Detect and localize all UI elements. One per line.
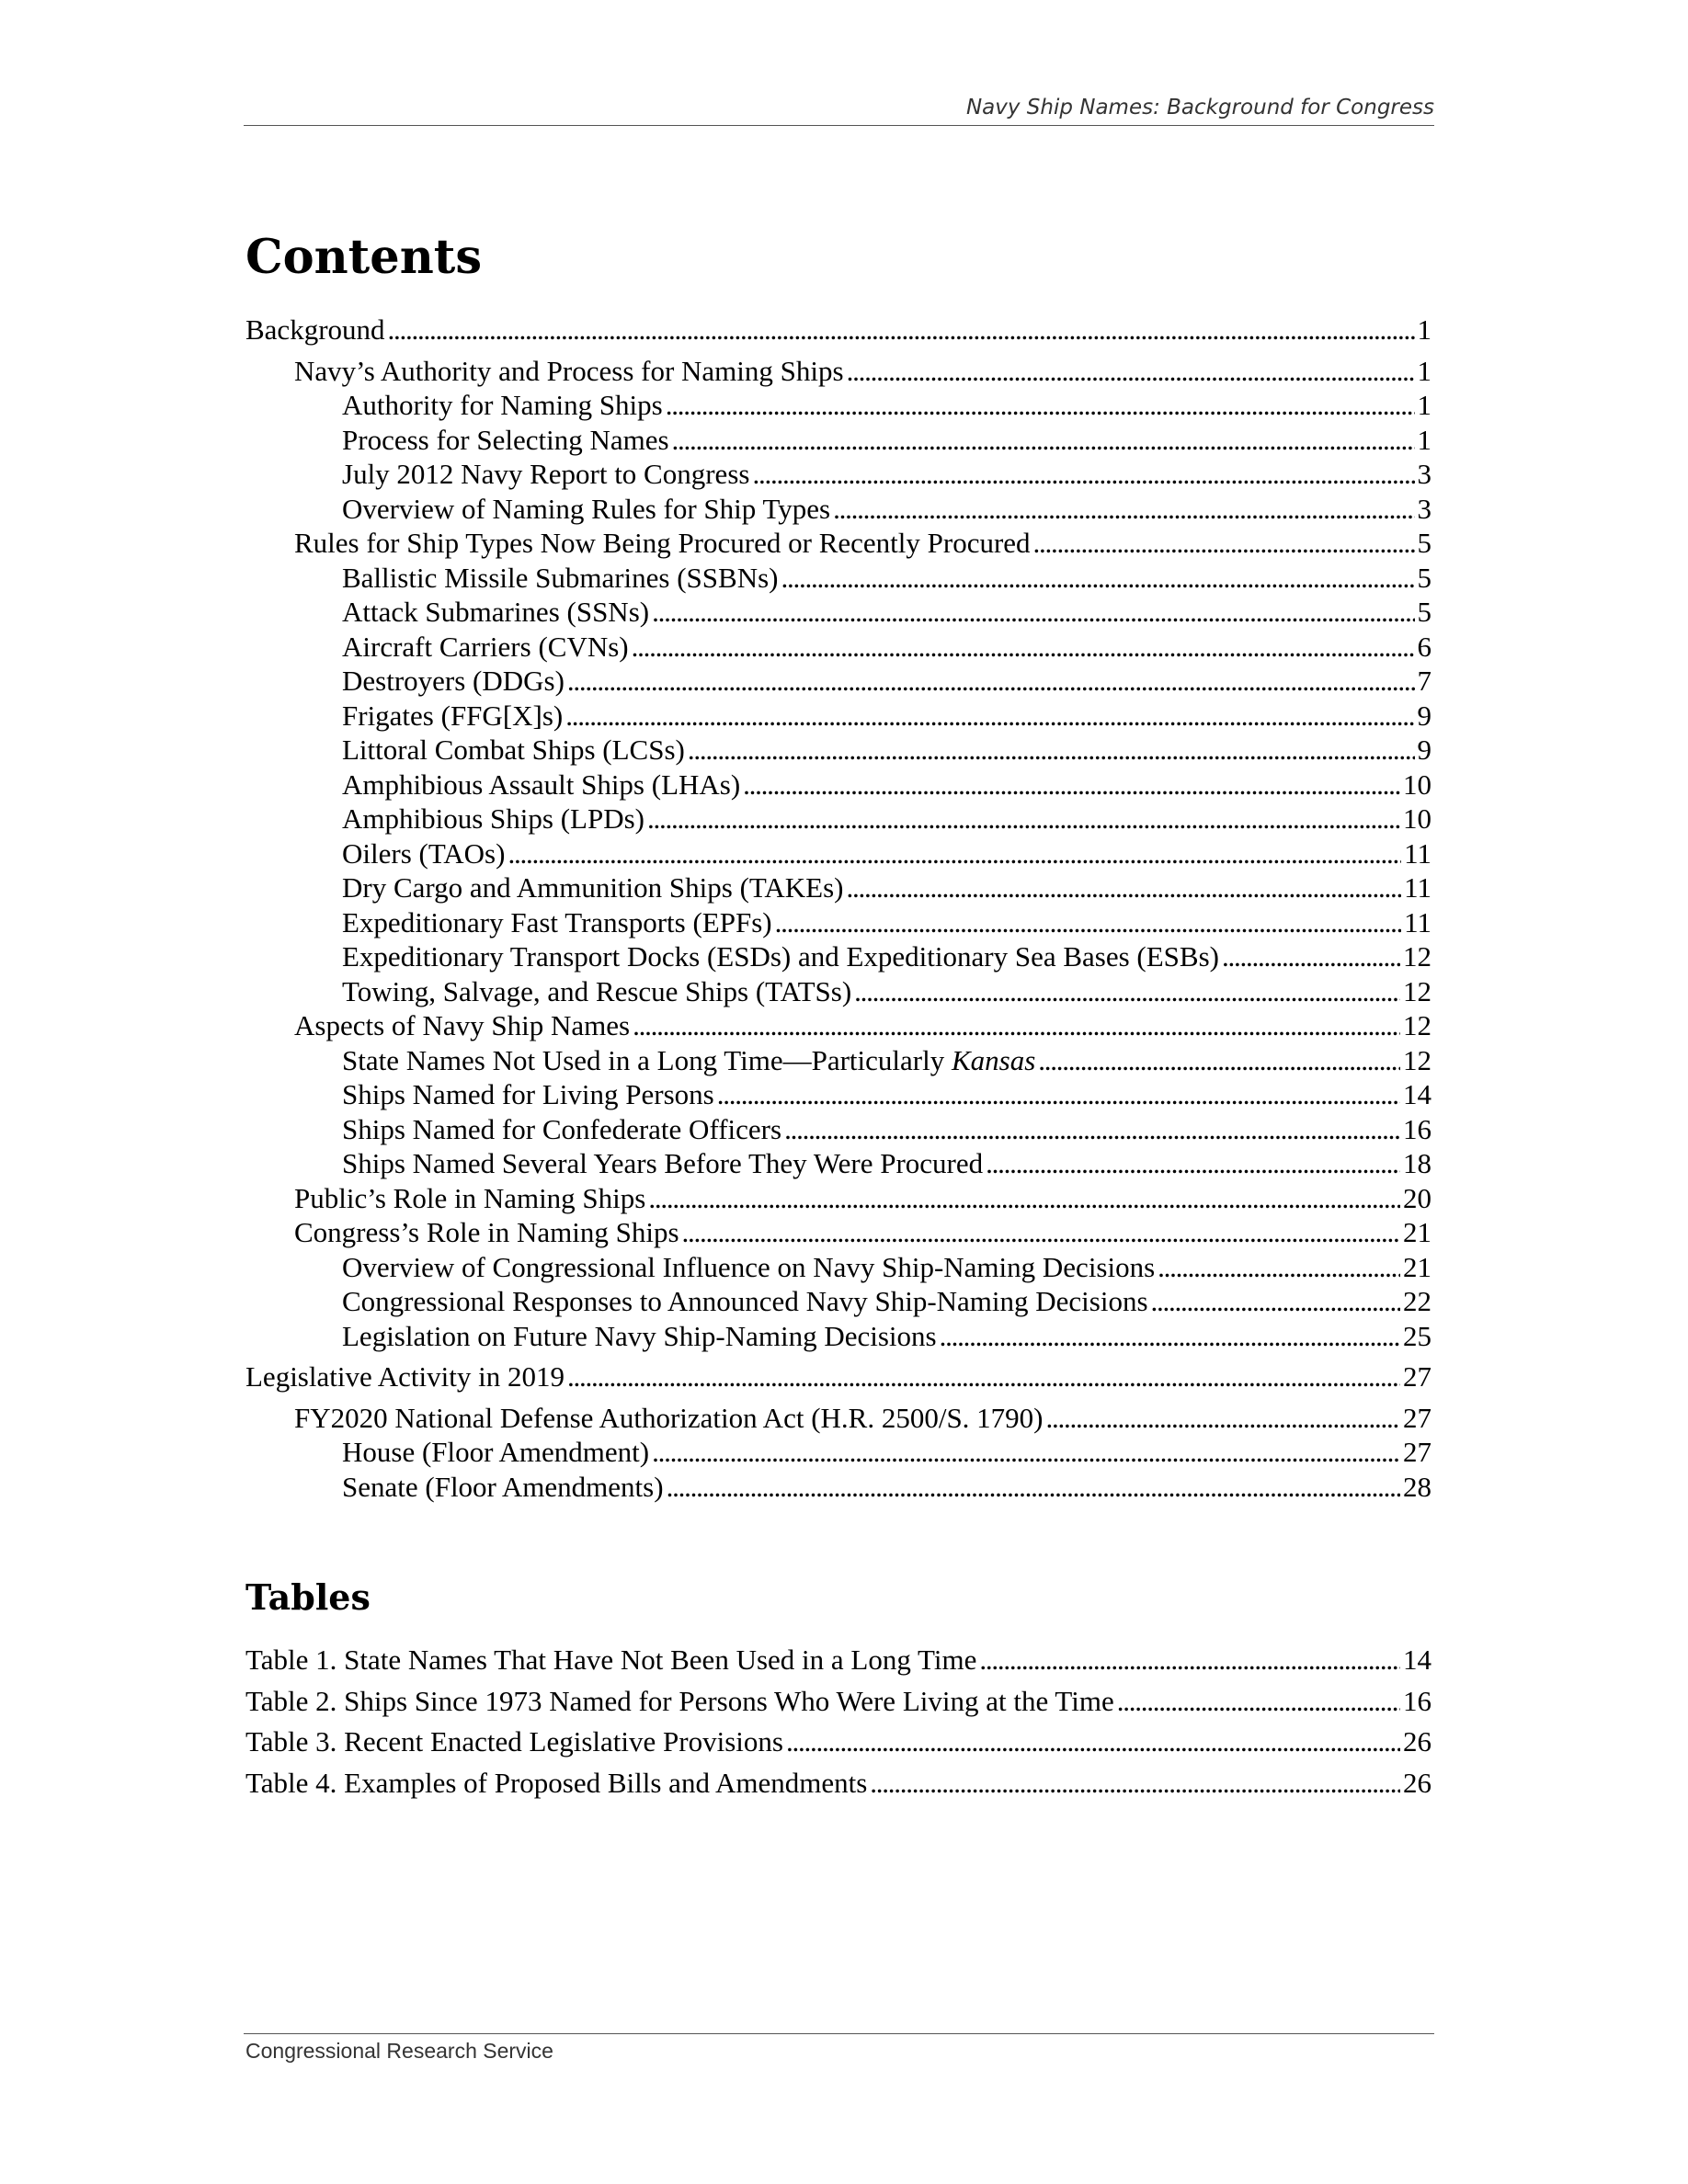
toc-page-number: 27 (1403, 1360, 1431, 1393)
toc-page-number: 1 (1417, 389, 1431, 421)
toc-entry-label: Dry Cargo and Ammunition Ships (TAKEs) (342, 871, 844, 904)
table-list-label: Table 3. Recent Enacted Legislative Provisions (245, 1725, 783, 1757)
toc-entry-label: Aircraft Carriers (CVNs) (342, 630, 629, 663)
table-list-entry[interactable] (245, 1640, 1431, 1681)
toc-entry[interactable] (245, 664, 1431, 699)
toc-page-number: 1 (1417, 354, 1431, 387)
toc-entry[interactable] (245, 1284, 1431, 1319)
toc-leader (775, 905, 1402, 940)
toc-leader (717, 1077, 1400, 1112)
toc-leader (1033, 526, 1415, 561)
toc-leader (752, 457, 1414, 492)
footer-publisher: Congressional Research Service (245, 2039, 553, 2063)
toc-entry-label: Ships Named for Living Persons (342, 1078, 714, 1110)
toc-page-number: 21 (1403, 1216, 1431, 1248)
toc-leader (786, 1722, 1400, 1763)
toc-entry-label-italic: Kansas (951, 1043, 1036, 1076)
toc-leader (652, 1435, 1400, 1470)
toc-page-number: 12 (1403, 974, 1431, 1007)
toc-entry[interactable] (245, 905, 1431, 940)
toc-page-number: 1 (1417, 423, 1431, 456)
toc-leader (667, 1470, 1400, 1505)
toc-leader (1046, 1401, 1400, 1436)
toc-entry-label-text: State Names Not Used in a Long Time—Particularly (342, 1043, 945, 1076)
toc-entry-label: Attack Submarines (SSNs) (342, 596, 650, 628)
toc-page-number: 7 (1417, 665, 1431, 697)
toc-entry[interactable] (245, 492, 1431, 527)
toc-entry[interactable] (245, 561, 1431, 596)
toc-entry-label: Ships Named for Confederate Officers (342, 1112, 782, 1145)
toc-page-number: 16 (1403, 1112, 1431, 1145)
toc-entry[interactable] (245, 457, 1431, 492)
toc-entry-label: Frigates (FFG[X]s) (342, 699, 564, 732)
toc-leader (567, 664, 1415, 699)
toc-leader (1117, 1681, 1400, 1723)
toc-page-number: 18 (1403, 1147, 1431, 1179)
toc-page-number: 1 (1417, 313, 1431, 346)
toc-page-number: 6 (1417, 630, 1431, 663)
toc-entry[interactable] (245, 1146, 1431, 1181)
footer-divider (244, 2033, 1434, 2034)
toc-entry[interactable] (245, 354, 1431, 389)
toc-entry[interactable] (245, 802, 1431, 836)
toc-entry-label: Amphibious Ships (LPDs) (342, 802, 644, 835)
toc-leader (1222, 939, 1400, 974)
toc-entry-label: Legislative Activity in 2019 (245, 1360, 565, 1393)
toc-entry-label: Legislation on Future Navy Ship-Naming Decisions (342, 1319, 937, 1352)
toc-entry-label: Rules for Ship Types Now Being Procured or Recently Procured (294, 527, 1031, 559)
toc-entry-label: Background (245, 313, 385, 346)
running-header: Navy Ship Names: Background for Congress (965, 96, 1434, 119)
toc-entry-label: Congressional Responses to Announced Navy Ship-Naming Decisions (342, 1285, 1148, 1317)
toc-leader (688, 733, 1415, 768)
toc-page-number: 12 (1403, 940, 1431, 973)
toc-leader (847, 354, 1415, 389)
toc-entry-label: FY2020 National Defense Authorization Act (H.R. 2500/S. 1790) (294, 1401, 1044, 1434)
toc-leader (1151, 1284, 1400, 1319)
toc-leader (388, 313, 1415, 347)
toc-page-number: 5 (1417, 527, 1431, 559)
toc-page-number: 11 (1404, 871, 1431, 904)
toc-entry[interactable] (245, 1181, 1431, 1216)
toc-entry[interactable] (245, 1401, 1431, 1436)
toc-page-number: 5 (1417, 596, 1431, 628)
toc-entry[interactable] (245, 733, 1431, 768)
table-list-entry[interactable] (245, 1763, 1431, 1804)
toc-page-number: 20 (1403, 1181, 1431, 1214)
toc-page-number: 14 (1403, 1078, 1431, 1110)
toc-leader (854, 974, 1400, 1009)
toc-leader (565, 699, 1414, 734)
toc-entry-label: Navy’s Authority and Process for Naming Ships (294, 354, 844, 387)
toc-page-number: 3 (1417, 492, 1431, 525)
table-list-label: Table 4. Examples of Proposed Bills and Amendments (245, 1766, 868, 1799)
list-of-tables (245, 1640, 1431, 1803)
toc-leader (940, 1319, 1400, 1354)
toc-leader (743, 768, 1400, 802)
toc-entry-label: Overview of Naming Rules for Ship Types (342, 492, 831, 525)
toc-leader (870, 1763, 1400, 1804)
toc-page-number: 10 (1403, 768, 1431, 801)
header-divider (244, 125, 1434, 126)
toc-entry[interactable] (245, 1319, 1431, 1354)
toc-page-number: 10 (1403, 802, 1431, 835)
toc-entry[interactable] (245, 1043, 1431, 1078)
toc-entry-label: Destroyers (DDGs) (342, 665, 565, 697)
toc-entry-label: Oilers (TAOs) (342, 836, 506, 870)
toc-page-number: 12 (1403, 1009, 1431, 1041)
table-list-label: Table 2. Ships Since 1973 Named for Persons Who Were Living at the Time (245, 1684, 1114, 1717)
toc-leader (508, 836, 1401, 871)
toc-entry[interactable] (245, 526, 1431, 561)
toc-leader (647, 802, 1400, 836)
toc-leader (1158, 1250, 1400, 1285)
toc-page-number: 27 (1403, 1401, 1431, 1434)
toc-entry-label: Public’s Role in Naming Ships (294, 1181, 646, 1214)
toc-entry[interactable] (245, 630, 1431, 665)
table-list-page-number: 16 (1403, 1684, 1431, 1717)
toc-page-number: 28 (1403, 1470, 1431, 1503)
toc-entry-label: Ships Named Several Years Before They Were Procured (342, 1147, 984, 1179)
toc-entry-label: House (Floor Amendment) (342, 1436, 650, 1468)
table-list-page-number: 26 (1403, 1766, 1431, 1799)
table-list-label: Table 1. State Names That Have Not Been Used in a Long Time (245, 1644, 977, 1676)
toc-entry[interactable] (245, 1008, 1431, 1043)
toc-entry-label: Expeditionary Fast Transports (EPFs) (342, 905, 772, 938)
toc-page-number: 5 (1417, 561, 1431, 594)
toc-entry-label: Overview of Congressional Influence on Navy Ship-Naming Decisions (342, 1250, 1156, 1283)
toc-entry-label: Authority for Naming Ships (342, 389, 663, 421)
toc-entry[interactable] (245, 313, 1431, 347)
toc-entry[interactable] (245, 768, 1431, 802)
toc-page-number: 9 (1417, 699, 1431, 732)
toc-page-number: 11 (1404, 836, 1431, 870)
toc-entry-label: Ballistic Missile Submarines (SSBNs) (342, 561, 779, 594)
toc-page-number: 9 (1417, 734, 1431, 766)
tables-heading: Tables (245, 1576, 371, 1618)
toc-entry[interactable] (245, 836, 1431, 871)
toc-entry-label: Littoral Combat Ships (LCSs) (342, 734, 685, 766)
toc-leader (672, 423, 1415, 458)
table-of-contents (245, 313, 1431, 1504)
toc-page-number: 25 (1403, 1319, 1431, 1352)
toc-entry-label: Congress’s Role in Naming Ships (294, 1216, 679, 1248)
toc-page-number: 11 (1404, 905, 1431, 938)
toc-leader (567, 1359, 1400, 1394)
toc-entry[interactable] (245, 939, 1431, 974)
toc-leader (666, 388, 1415, 423)
toc-entry[interactable] (245, 1250, 1431, 1285)
toc-leader (979, 1640, 1400, 1681)
toc-leader (1038, 1043, 1400, 1078)
table-list-entry[interactable] (245, 1681, 1431, 1723)
toc-entry[interactable] (245, 1359, 1431, 1394)
toc-leader (632, 630, 1415, 665)
toc-entry-label (342, 1043, 1035, 1078)
toc-entry[interactable] (245, 1470, 1431, 1505)
toc-entry[interactable] (245, 423, 1431, 458)
toc-entry[interactable] (245, 388, 1431, 423)
toc-leader (652, 595, 1414, 630)
toc-entry[interactable] (245, 1077, 1431, 1112)
toc-entry[interactable] (245, 974, 1431, 1009)
toc-leader (846, 870, 1401, 905)
toc-leader (833, 492, 1414, 527)
toc-entry-label: July 2012 Navy Report to Congress (342, 458, 750, 490)
toc-entry[interactable] (245, 595, 1431, 630)
toc-page-number: 21 (1403, 1250, 1431, 1283)
toc-page-number: 27 (1403, 1436, 1431, 1468)
toc-entry-label: Towing, Salvage, and Rescue Ships (TATSs) (342, 974, 852, 1007)
toc-leader (784, 1112, 1400, 1147)
toc-entry[interactable] (245, 1435, 1431, 1470)
toc-entry-label: Senate (Floor Amendments) (342, 1470, 664, 1503)
toc-page-number: 3 (1417, 458, 1431, 490)
toc-leader (633, 1008, 1400, 1043)
toc-entry-label: Aspects of Navy Ship Names (294, 1009, 631, 1041)
toc-leader (781, 561, 1415, 596)
toc-leader (648, 1181, 1400, 1216)
table-list-entry[interactable] (245, 1722, 1431, 1763)
toc-page-number: 22 (1403, 1285, 1431, 1317)
toc-entry-label: Process for Selecting Names (342, 423, 669, 456)
contents-heading: Contents (245, 230, 483, 285)
toc-entry-label: Expeditionary Transport Docks (ESDs) and Expeditionary Sea Bases (ESBs) (342, 940, 1219, 973)
toc-leader (986, 1146, 1400, 1181)
toc-entry-label: Amphibious Assault Ships (LHAs) (342, 768, 741, 801)
toc-entry[interactable] (245, 1112, 1431, 1147)
toc-entry[interactable] (245, 1215, 1431, 1250)
toc-leader (682, 1215, 1400, 1250)
table-list-page-number: 26 (1403, 1725, 1431, 1757)
toc-page-number: 12 (1403, 1043, 1431, 1076)
table-list-page-number: 14 (1403, 1644, 1431, 1676)
toc-entry[interactable] (245, 699, 1431, 734)
toc-entry[interactable] (245, 870, 1431, 905)
